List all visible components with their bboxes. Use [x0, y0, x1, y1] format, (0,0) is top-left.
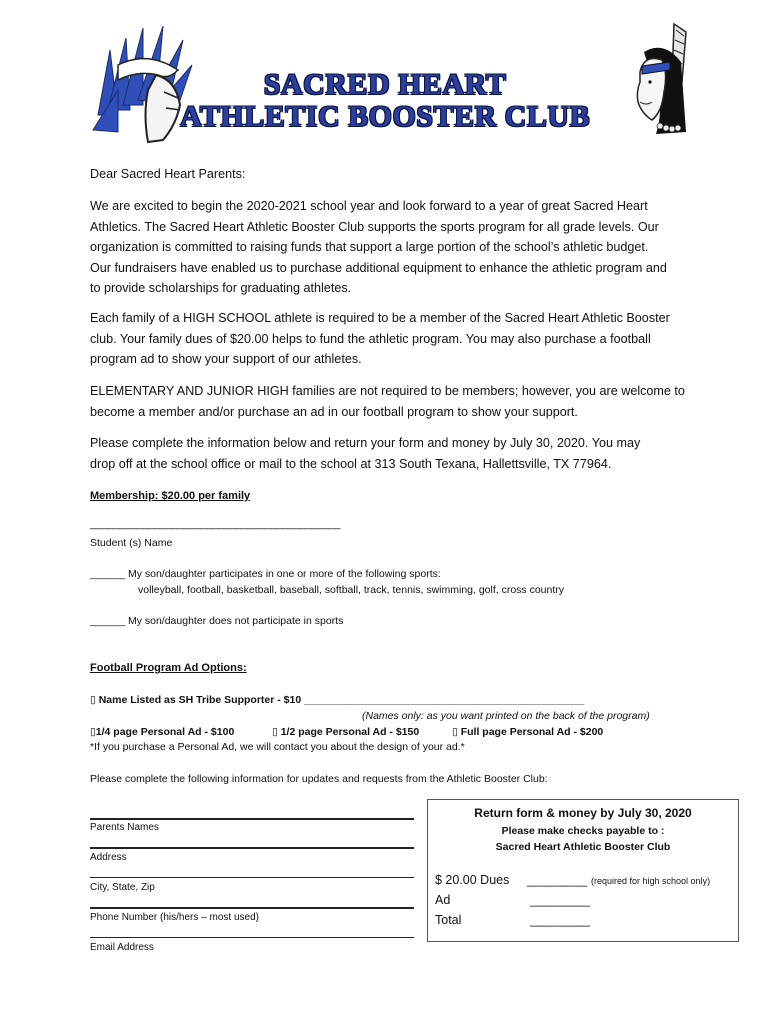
- checks-payable-line-1: Please make checks payable to :: [501, 825, 665, 837]
- sports-list: volleyball, football, basketball, baseball, softball, track, tennis, swimming, golf, cross country: [138, 584, 565, 596]
- paragraph-instructions: [90, 433, 690, 474]
- paragraph-intro: [90, 196, 690, 299]
- paragraph-membership: [90, 308, 690, 370]
- ad-amount-field[interactable]: _________: [530, 893, 591, 907]
- student-name-label: Student (s) Name: [90, 537, 173, 549]
- sports-no-option[interactable]: ______ My son/daughter does not participate in sports: [90, 615, 344, 627]
- text-line: drop off at the school office or mail to the school at 313 South Texana, Hallettsville, TX 77964.: [90, 456, 612, 471]
- dues-note: (required for high school only): [591, 876, 711, 886]
- text-line: club. Your family dues of $20.00 helps to fund the athletic program. You may also purchase a football: [90, 331, 651, 346]
- return-box-title: Return form & money by July 30, 2020: [474, 806, 692, 820]
- contact-intro: Please complete the following information for updates and requests from the Athletic Booster Club:: [90, 773, 548, 785]
- phone-label: Phone Number (his/hers – most used): [90, 912, 259, 923]
- text-line: Please complete the information below and return your form and money by July 30, 2020. You may: [90, 436, 641, 450]
- text-line: organization is committed to raising funds that support a large portion of the school’s athletic budget.: [90, 240, 649, 254]
- text-line: Each family of a HIGH SCHOOL athlete is required to be a member of the Sacred Heart Athletic Booster: [90, 311, 670, 325]
- ad-label: Ad: [435, 893, 451, 907]
- membership-heading: Membership: $20.00 per family: [90, 490, 251, 502]
- address-field[interactable]: [90, 847, 414, 849]
- parents-names-label: Parents Names: [90, 822, 159, 833]
- sports-yes-option[interactable]: ______ My son/daughter participates in one or more of the following sports:: [90, 568, 441, 580]
- text-line: ELEMENTARY AND JUNIOR HIGH families are not required to be members; however, you are welcome to: [90, 384, 685, 398]
- half-page-ad-option[interactable]: ▯ 1/2 page Personal Ad - $150: [272, 726, 420, 738]
- title-line-1: SACRED HEART: [263, 68, 507, 101]
- total-amount-field[interactable]: _________: [530, 913, 591, 927]
- text-line: Our fundraisers have enabled us to purchase additional equipment to enhance the athletic program and: [90, 260, 667, 275]
- names-note: (Names only: as you want printed on the back of the program): [362, 710, 650, 722]
- text-line: to provide scholarships for graduating athletes.: [90, 281, 352, 295]
- city-state-zip-label: City, State, Zip: [90, 882, 155, 893]
- student-name-field[interactable]: ___________________________________________: [90, 518, 341, 530]
- text-line: Athletics. The Sacred Heart Athletic Booster Club supports the sports program for all grade levels. Our: [90, 219, 659, 234]
- paragraph-elementary: [90, 381, 690, 422]
- salutation: Dear Sacred Heart Parents:: [90, 167, 246, 181]
- email-label: Email Address: [90, 942, 154, 953]
- full-page-ad-option[interactable]: ▯ Full page Personal Ad - $200: [452, 726, 604, 738]
- tribe-supporter-option[interactable]: ▯ Name Listed as SH Tribe Supporter - $10 ________________________________________________: [90, 694, 585, 706]
- email-field[interactable]: [90, 937, 414, 938]
- city-state-zip-field[interactable]: [90, 877, 414, 878]
- quarter-page-ad-option[interactable]: ▯1/4 page Personal Ad - $100: [90, 726, 235, 738]
- text-line: become a member and/or purchase an ad in our football program to show your support.: [90, 404, 578, 419]
- text-line: program ad to show your support of our athletes.: [90, 352, 362, 366]
- dues-label: $ 20.00 Dues: [435, 873, 510, 887]
- design-note: *If you purchase a Personal Ad, we will contact you about the design of your ad.*: [90, 741, 465, 753]
- text-line: We are excited to begin the 2020-2021 school year and look forward to a year of great Sacred Heart: [90, 199, 648, 213]
- parents-names-field[interactable]: [90, 818, 414, 820]
- dues-amount-field[interactable]: _________: [527, 873, 588, 887]
- phone-field[interactable]: [90, 907, 414, 909]
- title-line-2: ATHLETIC BOOSTER CLUB: [179, 100, 591, 133]
- ad-options-heading: Football Program Ad Options:: [90, 662, 247, 674]
- checks-payable-line-2: Sacred Heart Athletic Booster Club: [495, 841, 671, 853]
- address-label: Address: [90, 852, 127, 863]
- total-label: Total: [435, 913, 462, 927]
